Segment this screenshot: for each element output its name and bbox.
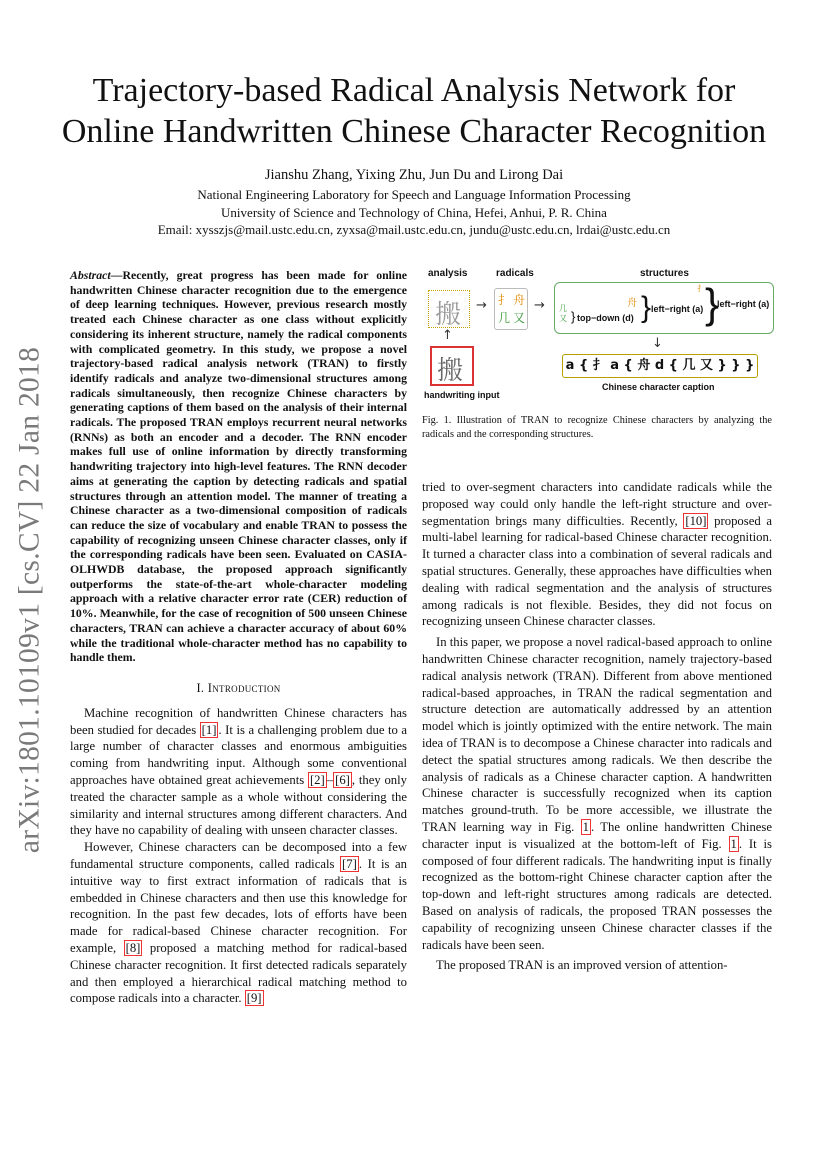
label-top-down: top−down (d) [577, 313, 634, 323]
intro-paragraph-4 [422, 634, 772, 953]
left-column [70, 268, 407, 1007]
arrow-up-icon: ↑ [442, 328, 453, 343]
figure-heading-radicals: radicals [496, 268, 534, 279]
abstract-text: —Recently, great progress has been made for online handwritten Chinese character recognition due to the emergence of deep learning techniques. However, previous research mostly treated each Chinese character as one class without explicitly considering its inherent structure, namely the radical components with complicated geometry. In this study, we propose a novel trajectory-based radical analysis network (TRAN) to firstly identify radicals and analyze two-dimensional structures among radicals simultaneously, then recognize Chinese characters by generating captions of them based on the analysis of their internal radicals. The proposed TRAN employs recurrent neural networks (RNNs) as both an encoder and a decoder. The RNN encoder makes full use of online information by directly transforming handwriting trajectory into high-level features. The RNN decoder aims at generating the caption by detecting radicals and spatial structures through an attention model. The manner of treating a Chinese character as a two-dimensional composition of radicals can reduce the size of vocabulary and enable TRAN to possess the capability of recognizing unseen Chinese character classes, only if the corresponding radicals have been seen. Evaluated on CASIA-OLHWDB database, the proposed approach significantly outperforms the state-of-the-art whole-character modeling approach with a relative character error rate (CER) reduction of 10%. Meanwhile, for the case of recognition of 500 unseen Chinese characters, TRAN can achieve a character accuracy of about 60% while the traditional whole-character method has no capability to handle them. [70, 268, 407, 665]
affiliation-emails: Email: xysszjs@mail.ustc.edu.cn, zyxsa@mail.ustc.edu.cn, jundu@ustc.edu.cn, lrdai@ustc.edu.cn [157, 222, 671, 237]
affiliation-line-2: University of Science and Technology of China, Hefei, Anhui, P. R. China [221, 204, 607, 220]
intro-paragraph-1 [70, 705, 407, 839]
radicals-box [494, 288, 528, 330]
text-run: , they only treated the character sample as a whole without considering the similarity and internal structures among different characters. And they have no capability of dealing with unseen character classes. [70, 772, 407, 838]
intro-paragraph-3 [422, 479, 772, 630]
authors: Jianshu Zhang, Yixing Zhu, Jun Du and Lirong Dai [264, 167, 564, 183]
citation-link[interactable]: [8] [125, 940, 141, 955]
intro-paragraph-5: The proposed TRAN is an improved version of attention- [436, 958, 728, 973]
analysis-box [428, 290, 470, 328]
title-line-1: Trajectory-based Radical Analysis Network for [92, 72, 736, 109]
figure-heading-structures: structures [640, 268, 689, 279]
handwritten-character: 搬 [437, 356, 464, 386]
structures-box [554, 282, 774, 334]
figure-1 [422, 268, 774, 418]
citation-link[interactable]: [7] [342, 856, 357, 871]
figure-caption: Fig. 1. Illustration of TRAN to recognize Chinese characters by analyzing the radicals and the corresponding structures. [422, 415, 772, 440]
label-character-caption: Chinese character caption [602, 382, 715, 392]
text-run: Machine recognition of handwritten Chinese characters has been studied for decades [70, 705, 407, 737]
section-name: Introduction [207, 680, 281, 695]
arrow-right-icon: → [534, 298, 545, 313]
text-run: In this paper, we propose a novel radical-based approach to online handwritten Chinese character recognition, namely trajectory-based radical analysis network (TRAN). Different from above mentioned radical-based approaches, in TRAN the radical segmentation and structure detection are automatically addressed by an attention model which is jointly optimized with the entire network. The main idea of TRAN is to decompose a Chinese character into radicals and detect the spatial structures among radicals. We then describe the analysis of radicals as a Chinese character caption. A handwritten Chinese character is successfully recognized when its caption matches ground-truth. To be more accessible, we illustrate the TRAN learning way in Fig. [422, 635, 772, 834]
text-run: However, Chinese characters can be decomposed into a few fundamental structure components, called radicals [70, 840, 407, 871]
struct-radical-table: 几 [559, 304, 567, 313]
struct-radical-again: 又 [559, 314, 567, 323]
brace-icon: } [571, 309, 576, 324]
section-numeral: I. [196, 680, 208, 695]
struct-radical-hand: 扌 [697, 284, 705, 293]
radical-hand: 扌 [498, 293, 511, 307]
paper-title [40, 70, 788, 152]
analyzed-character: 搬 [435, 300, 462, 330]
text-run: . It is a challenging problem due to a large number of character classes and enormous ambiguities coming from handwriting input. Although some conventional approaches have obtained great achievements [70, 722, 408, 787]
abstract [70, 268, 407, 665]
text-run: . It is composed of four different radicals. The handwriting input is finally recognized as the bottom-right Chinese character caption after the top-down and left-right structures among radicals are detected. Based on analysis of radicals, the proposed TRAN possesses the capability of recognizing unseen Chinese character classes if the radicals have been seen. [422, 836, 772, 952]
citation-link[interactable]: [1] [201, 722, 217, 737]
brace-icon: } [705, 280, 720, 327]
radical-again: 又 [513, 311, 526, 325]
handwriting-input-box [430, 346, 474, 386]
arxiv-identifier [6, 320, 54, 880]
brace-icon: } [641, 291, 652, 324]
citation-link[interactable]: [9] [246, 991, 262, 1006]
arrow-right-icon: → [476, 298, 487, 313]
text-run: . It is an intuitive way to first extract information of radicals that is embedded in Chinese characters and then use this knowledge for recognition. In the past few decades, lots of efforts have been made for radical-based Chinese character recognition. For example, [70, 856, 407, 955]
abstract-label: Abstract [70, 268, 111, 282]
radical-table: 几 [498, 311, 511, 325]
label-handwriting-input: handwriting input [424, 390, 500, 400]
text-run: proposed a multi-label learning for radical-based Chinese character recognition. It turned a character class into a combination of several radicals and spatial structures. Generally, these approaches have difficulties when dealing with radical segmentation and the analysis of structures among radicals is not flexible. Besides, they did not focus on recognizing unseen Chinese character classes. [422, 513, 772, 629]
struct-radical-boat: 舟 [627, 298, 637, 309]
text-run: – [326, 772, 334, 787]
arxiv-id-text: arXiv:1801.10109v1 [cs.CV] 22 Jan 2018 [13, 346, 46, 854]
affiliation-line-1: National Engineering Laboratory for Speech and Language Information Processing [197, 187, 631, 202]
title-line-2: Online Handwritten Chinese Character Recognition [61, 113, 767, 150]
label-left-right-outer: left−right (a) [717, 299, 770, 309]
figure-link[interactable]: 1 [582, 819, 589, 834]
citation-link[interactable]: [10] [685, 513, 707, 528]
citation-link[interactable]: [2] [309, 772, 325, 787]
label-left-right-inner: left−right (a) [651, 304, 704, 314]
affiliation [40, 186, 788, 239]
radical-boat: 舟 [513, 293, 526, 307]
arrow-down-icon: ↓ [652, 336, 663, 351]
section-heading-introduction [70, 680, 407, 697]
text-run: proposed a matching method for radical-based Chinese character recognition. It first detected radicals separately and then employed a hierarchical radical matching method to compose radicals into a character. [70, 940, 407, 1006]
right-column [422, 479, 772, 974]
text-run: tried to over-segment characters into candidate radicals while the proposed way could only handle the left-right structure and over-segmentation brings many difficulties. Recently, [422, 480, 772, 528]
citation-link[interactable]: [6] [335, 772, 350, 787]
figure-link[interactable]: 1 [730, 836, 737, 851]
figure-heading-analysis: analysis [428, 268, 468, 279]
text-run: . The online handwritten Chinese character input is visualized at the bottom-left of Fig. [422, 819, 773, 851]
caption-sequence: a { 扌 a { 舟 d { 几 又 } } } [562, 354, 758, 378]
intro-paragraph-2 [70, 839, 407, 1007]
